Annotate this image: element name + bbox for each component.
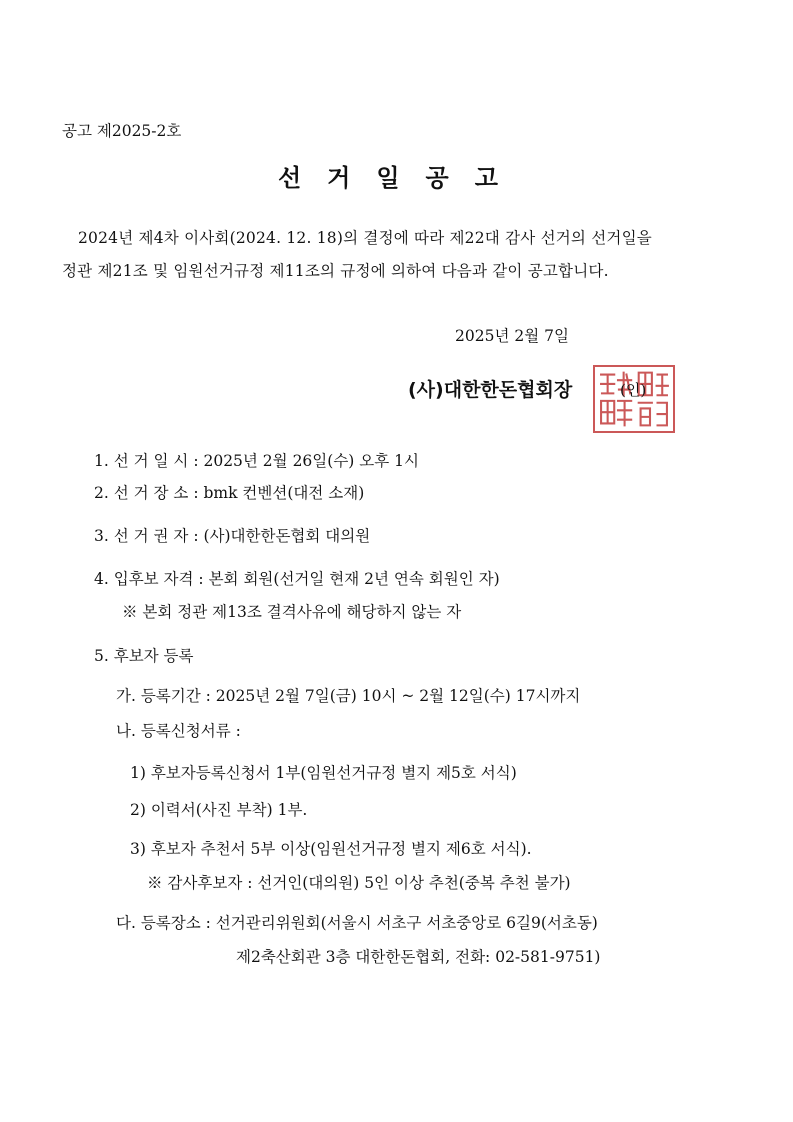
- seal-mark: (인): [620, 381, 647, 399]
- document-1: 1) 후보자등록신청서 1부(임원선거규정 별지 제5호 서식): [130, 764, 517, 782]
- auditor-candidate-note: ※ 감사후보자 : 선거인(대의원) 5인 이상 추천(중복 추천 불가): [147, 874, 571, 892]
- notice-number: 공고 제2025-2호: [62, 122, 182, 140]
- intro-line-1: 2024년 제4차 이사회(2024. 12. 18)의 결정에 따라 제22대 감사 선거의 선거일을: [78, 229, 652, 247]
- notice-date: 2025년 2월 7일: [455, 327, 569, 345]
- registration-period: 가. 등록기간 : 2025년 2월 7일(금) 10시 ~ 2월 12일(수) 17시까지: [116, 687, 581, 705]
- item-candidate-eligibility: 4. 입후보 자격 : 본회 회원(선거일 현재 2년 연속 회원인 자): [94, 570, 500, 588]
- document-3: 3) 후보자 추천서 5부 이상(임원선거규정 별지 제6호 서식).: [130, 840, 532, 858]
- intro-line-2: 정관 제21조 및 임원선거규정 제11조의 규정에 의하여 다음과 같이 공고합니다.: [62, 262, 609, 280]
- item-candidate-registration: 5. 후보자 등록: [94, 647, 194, 665]
- item-election-datetime: 1. 선 거 일 시 : 2025년 2월 26일(수) 오후 1시: [94, 452, 419, 470]
- eligibility-note: ※ 본회 정관 제13조 결격사유에 해당하지 않는 자: [122, 603, 462, 621]
- registration-place: 다. 등록장소 : 선거관리위원회(서울시 서초구 서초중앙로 6길9(서초동): [116, 914, 598, 932]
- item-election-venue: 2. 선 거 장 소 : bmk 컨벤션(대전 소재): [94, 484, 365, 502]
- document-2: 2) 이력서(사진 부착) 1부.: [130, 801, 308, 819]
- issuer-name: (사)대한한돈협회장: [408, 379, 573, 401]
- page-title: 선거일공고: [278, 163, 524, 192]
- item-voters: 3. 선 거 권 자 : (사)대한한돈협회 대의원: [94, 527, 371, 545]
- registration-place-continued: 제2축산회관 3층 대한한돈협회, 전화: 02-581-9751): [236, 948, 601, 966]
- registration-documents: 나. 등록신청서류 :: [116, 722, 241, 740]
